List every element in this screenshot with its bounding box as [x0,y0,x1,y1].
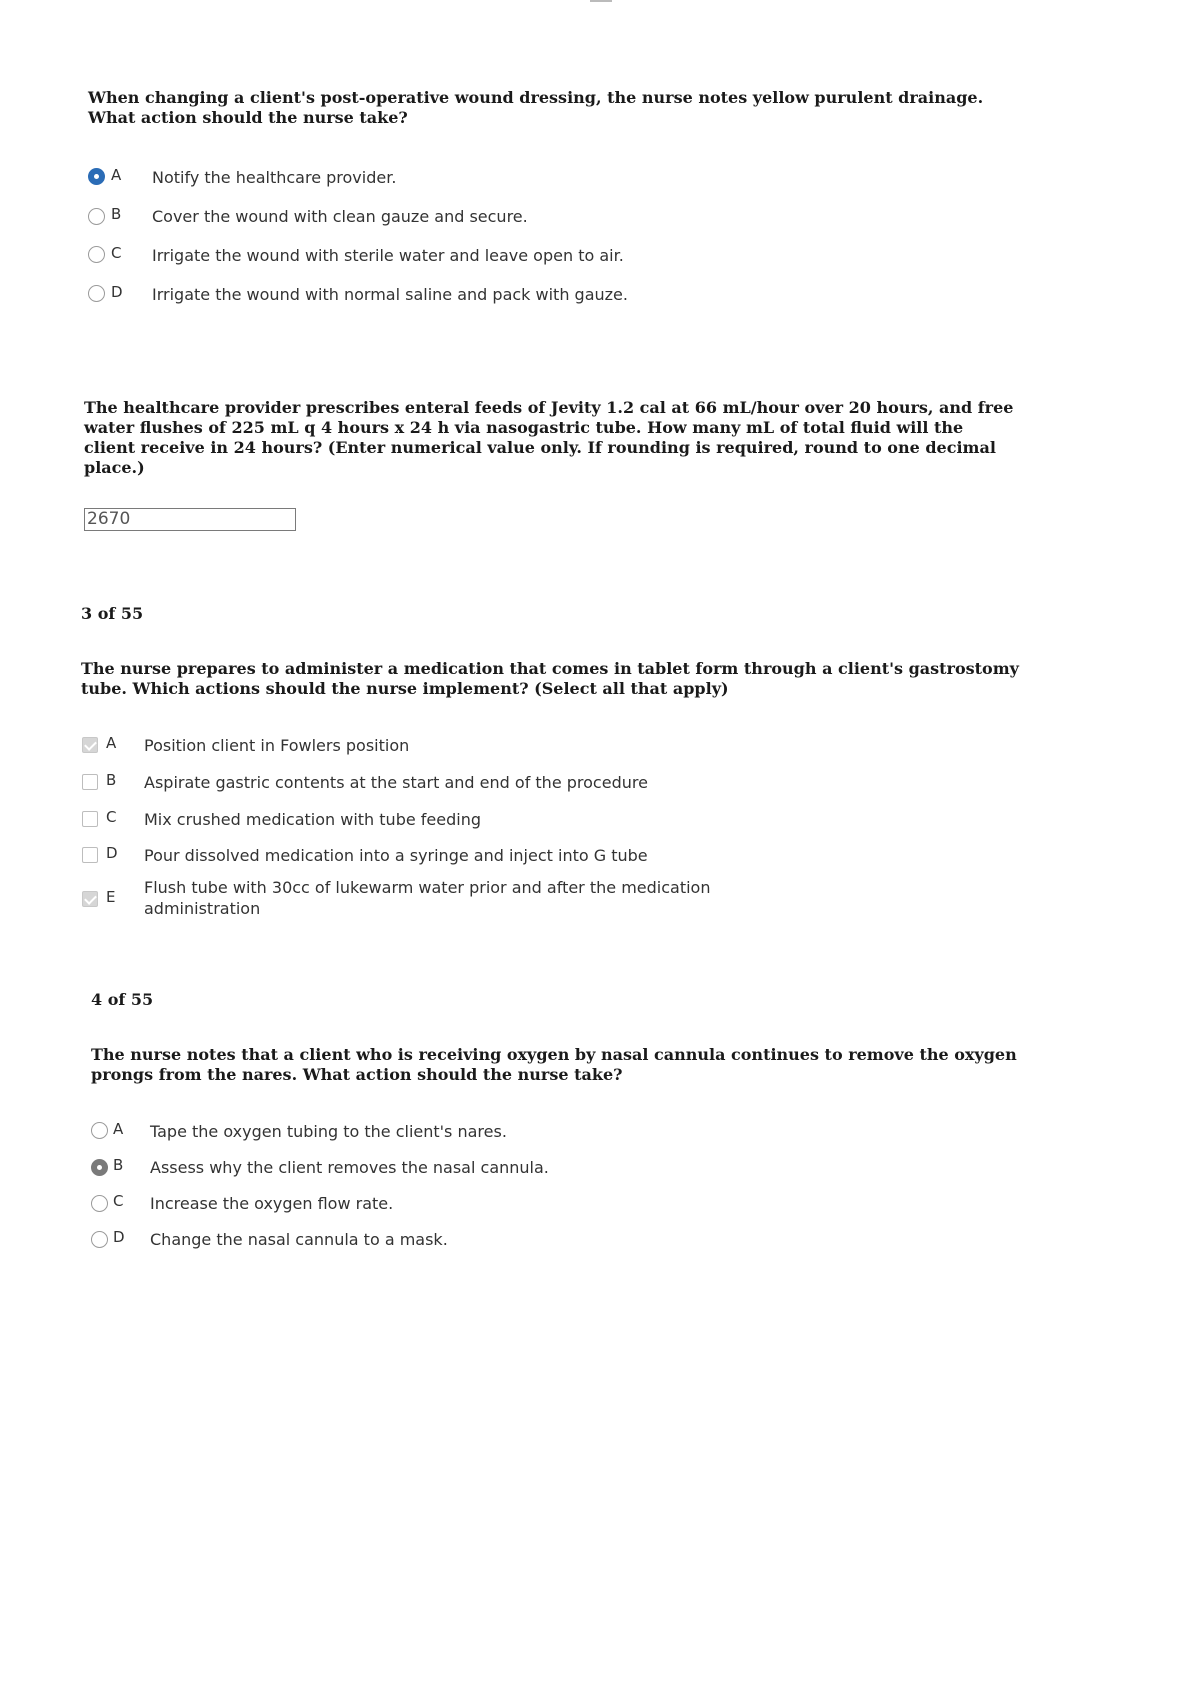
option-letter: D [106,844,118,862]
option-text: Mix crushed medication with tube feeding [144,810,481,829]
option-letter: D [113,1228,125,1246]
radio-button[interactable] [88,208,105,225]
option-text: Increase the oxygen flow rate. [150,1194,394,1213]
question-2-line-4: place.) [84,458,145,477]
option-letter: A [111,166,122,184]
option-text: Irrigate the wound with sterile water and leave open to air. [152,246,624,265]
option-letter: B [113,1156,124,1174]
radio-button[interactable] [88,246,105,263]
option-text: Pour dissolved medication into a syringe and inject into G tube [144,846,648,865]
question-4-text [91,1045,1017,1085]
option-letter: B [111,205,122,223]
option-text: Aspirate gastric contents at the start and end of the procedure [144,773,648,792]
option-letter: D [111,283,123,301]
radio-button-selected[interactable] [88,168,105,185]
radio-button[interactable] [91,1231,108,1248]
question-3-line-2: tube. Which actions should the nurse implement? (Select all that apply) [81,679,729,698]
page-top-mark [590,0,612,2]
radio-button[interactable] [88,285,105,302]
option-text: Assess why the client removes the nasal cannula. [150,1158,549,1177]
question-4-line-1: The nurse notes that a client who is receiving oxygen by nasal cannula continues to remove the oxygen [91,1045,1017,1064]
option-letter: C [106,808,117,826]
option-letter: C [113,1192,124,1210]
question-counter: 4 of 55 [91,990,154,1009]
question-1-text [88,88,983,128]
option-text: Cover the wound with clean gauze and secure. [152,207,528,226]
option-letter: E [106,888,116,906]
option-text-line-2: administration [144,899,261,918]
option-letter: B [106,771,117,789]
option-text: Tape the oxygen tubing to the client's nares. [150,1122,507,1141]
question-1-line-2: What action should the nurse take? [88,108,408,127]
question-1-line-1: When changing a client's post-operative wound dressing, the nurse notes yellow purulent drainage. [88,88,984,107]
checkbox[interactable] [82,847,98,863]
radio-button[interactable] [91,1195,108,1212]
checkbox-checked[interactable] [82,891,98,907]
question-2-text [84,398,1013,478]
question-2-line-3: client receive in 24 hours? (Enter numerical value only. If rounding is required, round to one decimal [84,438,996,457]
radio-button[interactable] [91,1122,108,1139]
question-3-line-1: The nurse prepares to administer a medication that comes in tablet form through a client's gastrostomy [81,659,1019,678]
checkbox[interactable] [82,774,98,790]
option-letter: A [113,1120,124,1138]
question-4-line-2: prongs from the nares. What action should the nurse take? [91,1065,623,1084]
option-text: Notify the healthcare provider. [152,168,397,187]
option-letter: A [106,734,117,752]
numeric-answer-input[interactable]: 2670 [84,508,296,531]
radio-button-selected[interactable] [91,1159,108,1176]
option-letter: C [111,244,122,262]
option-text: Position client in Fowlers position [144,736,410,755]
option-text-line-1: Flush tube with 30cc of lukewarm water prior and after the medication [144,878,711,897]
checkbox[interactable] [82,811,98,827]
question-counter: 3 of 55 [81,604,144,623]
question-2-line-2: water flushes of 225 mL q 4 hours x 24 h via nasogastric tube. How many mL of total fluid will the [84,418,964,437]
option-text: Change the nasal cannula to a mask. [150,1230,448,1249]
option-text: Irrigate the wound with normal saline and pack with gauze. [152,285,628,304]
question-3-text [81,659,1019,699]
question-2-line-1: The healthcare provider prescribes enteral feeds of Jevity 1.2 cal at 66 mL/hour over 20 hours, and free [84,398,1014,417]
checkbox-checked[interactable] [82,737,98,753]
